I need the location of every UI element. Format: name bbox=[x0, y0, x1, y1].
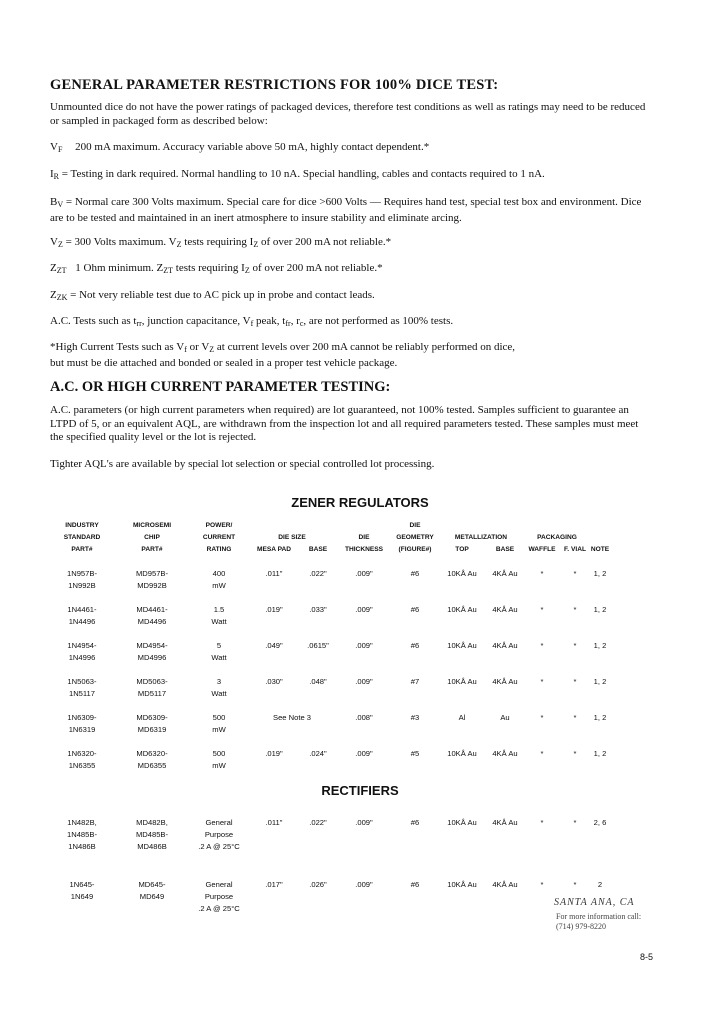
die-thickness: .009" bbox=[355, 749, 373, 758]
die-thickness: .009" bbox=[355, 605, 373, 614]
industry-part-line: 1N4954- bbox=[67, 641, 97, 650]
industry-part-line: 1N6309- bbox=[67, 713, 97, 722]
packaging-waffle: * bbox=[540, 605, 544, 614]
power-rating-line: General bbox=[205, 880, 233, 889]
industry-part-line: 1N649 bbox=[70, 892, 94, 901]
footer-info: For more information call: bbox=[556, 912, 642, 921]
packaging-vial: * bbox=[573, 569, 577, 578]
microsemi-part-line: MD486B bbox=[137, 842, 167, 851]
note: 2 bbox=[597, 880, 603, 889]
microsemi-part bbox=[114, 640, 190, 676]
industry-part-line: 1N4496 bbox=[68, 617, 96, 626]
industry-part-line: 1N5063- bbox=[67, 677, 97, 686]
microsemi-part-line: MD482B, bbox=[136, 818, 168, 827]
mesa-pad: .019" bbox=[265, 605, 283, 614]
microsemi-part-line: MD992B bbox=[137, 581, 167, 590]
metallization-base: 4KÅ Au bbox=[492, 605, 518, 614]
power-rating-line: Watt bbox=[211, 689, 227, 698]
die-base: .026" bbox=[309, 880, 327, 889]
zener-table bbox=[50, 520, 610, 784]
metallization-base: 4KÅ Au bbox=[492, 677, 518, 686]
power-rating bbox=[190, 879, 248, 941]
die-thickness: .009" bbox=[355, 818, 373, 827]
microsemi-part bbox=[114, 879, 190, 941]
zener-title: ZENER REGULATORS bbox=[291, 495, 429, 510]
metallization-top: Al bbox=[458, 713, 466, 722]
industry-part-line: 1N6319 bbox=[68, 725, 96, 734]
die-geometry: #6 bbox=[410, 641, 420, 650]
industry-part-line: 1N992B bbox=[68, 581, 96, 590]
industry-part bbox=[50, 568, 114, 604]
die-size-note: See Note 3 bbox=[273, 713, 311, 722]
microsemi-part-line: MD485B- bbox=[135, 830, 169, 839]
die-geometry: #7 bbox=[410, 677, 420, 686]
power-rating bbox=[190, 748, 248, 784]
industry-part-line: 1N957B- bbox=[67, 569, 97, 578]
power-rating-line: 3 bbox=[216, 677, 222, 686]
power-rating-line: Purpose bbox=[204, 830, 234, 839]
power-rating-line: mW bbox=[212, 725, 226, 734]
mesa-pad: .017" bbox=[265, 880, 283, 889]
packaging-waffle: * bbox=[540, 880, 544, 889]
industry-part-line: 1N6355 bbox=[68, 761, 96, 770]
param-vz: $V_Z = 300$ Volts maximum. $V_Z$ tests requiring $I_Z$ of over 200 mA not reliable.* bbox=[50, 236, 392, 249]
metallization-base: Au bbox=[500, 713, 510, 722]
metallization-base: 4KÅ Au bbox=[492, 641, 518, 650]
aql-paragraph: Tighter AQL's are available by special lot selection or special controlled lot processing. bbox=[50, 458, 435, 470]
packaging-vial: * bbox=[573, 749, 577, 758]
note: 2, 6 bbox=[593, 818, 607, 827]
die-geometry: #6 bbox=[410, 569, 420, 578]
microsemi-part bbox=[114, 676, 190, 712]
microsemi-part-line: MD4996 bbox=[137, 653, 167, 662]
power-rating bbox=[190, 640, 248, 676]
industry-part-line: 1N5117 bbox=[68, 689, 96, 698]
metallization-top: 10KÅ Au bbox=[447, 818, 477, 827]
industry-part-line: 1N645- bbox=[69, 880, 95, 889]
die-thickness: .008" bbox=[355, 713, 373, 722]
power-rating-line: General bbox=[205, 818, 233, 827]
industry-part bbox=[50, 817, 114, 879]
ac-paragraph: A.C. parameters (or high current parameters when required) are lot guaranteed, not 100% tested. Samples sufficient to guarantee an LTPD of 5, or an equivalent AQL, are withdrawn from the inspection lot and all required parameters tested. These samples must meet the specified quality level or the lot is rejected. bbox=[50, 404, 639, 444]
microsemi-part-line: MD5063- bbox=[136, 677, 168, 686]
power-rating-line: mW bbox=[212, 581, 226, 590]
power-rating bbox=[190, 712, 248, 748]
die-thickness: .009" bbox=[355, 641, 373, 650]
power-rating-line: Watt bbox=[211, 653, 227, 662]
power-rating bbox=[190, 604, 248, 640]
microsemi-part-line: MD6309- bbox=[136, 713, 168, 722]
packaging-vial: * bbox=[573, 713, 577, 722]
param-zzk: $Z_{ZK}$ = Not very reliable test due to AC pick up in probe and contact leads. bbox=[50, 289, 375, 302]
mesa-pad: .011" bbox=[265, 569, 283, 578]
note: 1, 2 bbox=[593, 569, 607, 578]
microsemi-part-line: MD6320- bbox=[136, 749, 168, 758]
table-row bbox=[50, 712, 610, 748]
footer-phone: (714) 979-8220 bbox=[556, 922, 606, 931]
die-geometry: #6 bbox=[410, 818, 420, 827]
industry-part bbox=[50, 712, 114, 748]
packaging-waffle: * bbox=[540, 677, 544, 686]
packaging-waffle: * bbox=[540, 749, 544, 758]
industry-part-line: 1N482B, bbox=[67, 818, 97, 827]
die-base: .022" bbox=[309, 818, 327, 827]
note: 1, 2 bbox=[593, 677, 607, 686]
die-base: .024" bbox=[309, 749, 327, 758]
die-geometry: #5 bbox=[410, 749, 420, 758]
die-thickness: .009" bbox=[355, 677, 373, 686]
packaging-vial: * bbox=[573, 605, 577, 614]
intro-paragraph: Unmounted dice do not have the power ratings of packaged devices, therefore test conditions as well as ratings may need to be reduced or sampled in packaged form as described below: bbox=[50, 101, 646, 127]
die-base: .048" bbox=[309, 677, 327, 686]
microsemi-part bbox=[114, 817, 190, 879]
industry-part bbox=[50, 879, 114, 941]
industry-part bbox=[50, 748, 114, 784]
packaging-waffle: * bbox=[540, 713, 544, 722]
note: 1, 2 bbox=[593, 641, 607, 650]
die-base: .033" bbox=[309, 605, 327, 614]
industry-part bbox=[50, 676, 114, 712]
mesa-pad: .030" bbox=[265, 677, 283, 686]
microsemi-part-line: MD649 bbox=[139, 892, 165, 901]
section-heading-ac-testing: A.C. OR HIGH CURRENT PARAMETER TESTING: bbox=[50, 379, 391, 395]
packaging-waffle: * bbox=[540, 641, 544, 650]
packaging-waffle: * bbox=[540, 569, 544, 578]
power-rating bbox=[190, 676, 248, 712]
metallization-base: 4KÅ Au bbox=[492, 749, 518, 758]
microsemi-part-line: MD645- bbox=[138, 880, 166, 889]
microsemi-part-line: MD5117 bbox=[137, 689, 167, 698]
note: 1, 2 bbox=[593, 605, 607, 614]
note: 1, 2 bbox=[593, 713, 607, 722]
param-ir: $I_R$ = Testing in dark required. Normal handling to 10 nA. Special handling, cables and contacts required to 1 nA. bbox=[50, 168, 545, 181]
metallization-top: 10KÅ Au bbox=[447, 677, 477, 686]
power-rating bbox=[190, 817, 248, 879]
die-geometry: #6 bbox=[410, 880, 420, 889]
microsemi-part bbox=[114, 604, 190, 640]
header-row-2: STANDARD CHIP CURRENT DIE SIZE DIE GEOMETRY METALLIZATION PACKAGING bbox=[63, 534, 577, 541]
microsemi-part bbox=[114, 748, 190, 784]
section-heading-dice-test: GENERAL PARAMETER RESTRICTIONS FOR 100% DICE TEST: bbox=[50, 77, 499, 93]
power-rating-line: 500 bbox=[212, 749, 226, 758]
param-zzt: $Z_{ZT}$ 1 Ohm minimum. $Z_{ZT}$ tests requiring $I_Z$ of over 200 mA not reliable.* bbox=[50, 262, 383, 275]
high-current-note: *High Current Tests such as $V_f$ or $V_Z$ at current levels over 200 mA cannot be reliably performed on dice, but must be die attached and bonded or sealed in a proper test vehicle package. bbox=[50, 341, 516, 369]
microsemi-part-line: MD6319 bbox=[137, 725, 167, 734]
metallization-top: 10KÅ Au bbox=[447, 880, 477, 889]
table-row bbox=[50, 676, 610, 712]
industry-part-line: 1N486B bbox=[68, 842, 96, 851]
microsemi-part-line: MD957B- bbox=[135, 569, 169, 578]
power-rating-line: .2 A @ 25°C bbox=[198, 904, 240, 913]
param-bv: $B_V$ = Normal care 300 Volts maximum. Special care for dice >600 Volts — Requires hand test, special test box and environment. Dice are to be tested and maintained in an inert atmosphere to insure stability and eliminate arcing. bbox=[50, 196, 642, 224]
microsemi-part-line: MD6355 bbox=[137, 761, 167, 770]
die-thickness: .009" bbox=[355, 880, 373, 889]
industry-part-line: 1N485B- bbox=[67, 830, 97, 839]
industry-part-line: 1N4996 bbox=[68, 653, 96, 662]
packaging-vial: * bbox=[573, 818, 577, 827]
microsemi-part bbox=[114, 712, 190, 748]
power-rating-line: Watt bbox=[211, 617, 227, 626]
metallization-top: 10KÅ Au bbox=[447, 605, 477, 614]
power-rating bbox=[190, 568, 248, 604]
metallization-top: 10KÅ Au bbox=[447, 569, 477, 578]
die-base: .022" bbox=[309, 569, 327, 578]
table-row bbox=[50, 879, 610, 941]
die-thickness: .009" bbox=[355, 569, 373, 578]
power-rating-line: .2 A @ 25°C bbox=[198, 842, 240, 851]
table-row bbox=[50, 817, 610, 879]
packaging-vial: * bbox=[573, 880, 577, 889]
note: 1, 2 bbox=[593, 749, 607, 758]
metallization-top: 10KÅ Au bbox=[447, 749, 477, 758]
metallization-top: 10KÅ Au bbox=[447, 641, 477, 650]
packaging-waffle: * bbox=[540, 818, 544, 827]
industry-part-line: 1N6320- bbox=[67, 749, 97, 758]
mesa-pad: .049" bbox=[265, 641, 283, 650]
metallization-base: 4KÅ Au bbox=[492, 880, 518, 889]
table-row bbox=[50, 604, 610, 640]
microsemi-part bbox=[114, 568, 190, 604]
page-number: 8-5 bbox=[640, 952, 654, 962]
header-row-1: INDUSTRY MICROSEMI POWER/ DIE bbox=[65, 522, 421, 529]
mesa-pad: .011" bbox=[265, 818, 283, 827]
rectifier-table bbox=[50, 817, 610, 941]
table-row bbox=[50, 640, 610, 676]
footer-city: SANTA ANA, CA bbox=[554, 897, 635, 908]
header-row-3: PART# PART# RATING MESA PAD BASE THICKNESS (FIGURE#) TOP BASE WAFFLE F. VIAL NOTE bbox=[71, 546, 610, 553]
rectifiers-title: RECTIFIERS bbox=[321, 783, 399, 798]
table-row bbox=[50, 568, 610, 604]
table-row bbox=[50, 748, 610, 784]
industry-part bbox=[50, 604, 114, 640]
microsemi-part-line: MD4496 bbox=[137, 617, 167, 626]
power-rating-line: mW bbox=[212, 761, 226, 770]
param-vf: $V_F$ 200 mA maximum. Accuracy variable above 50 mA, highly contact dependent.* bbox=[50, 141, 430, 154]
power-rating-line: Purpose bbox=[204, 892, 234, 901]
metallization-base: 4KÅ Au bbox=[492, 818, 518, 827]
die-base: .0615" bbox=[307, 641, 329, 650]
packaging-vial: * bbox=[573, 641, 577, 650]
metallization-base: 4KÅ Au bbox=[492, 569, 518, 578]
power-rating-line: 1.5 bbox=[213, 605, 225, 614]
microsemi-part-line: MD4954- bbox=[136, 641, 168, 650]
industry-part bbox=[50, 640, 114, 676]
mesa-pad: .019" bbox=[265, 749, 283, 758]
ac-tests-line: A.C. Tests such as $t_{rr}$, junction capacitance, $V_f$ peak, $t_{fr}$, $r_c$, are not performed as 100% tests. bbox=[50, 315, 454, 328]
power-rating-line: 400 bbox=[212, 569, 226, 578]
die-geometry: #6 bbox=[410, 605, 420, 614]
power-rating-line: 500 bbox=[212, 713, 226, 722]
packaging-vial: * bbox=[573, 677, 577, 686]
power-rating-line: 5 bbox=[216, 641, 222, 650]
industry-part-line: 1N4461- bbox=[67, 605, 97, 614]
microsemi-part-line: MD4461- bbox=[136, 605, 168, 614]
die-geometry: #3 bbox=[410, 713, 420, 722]
